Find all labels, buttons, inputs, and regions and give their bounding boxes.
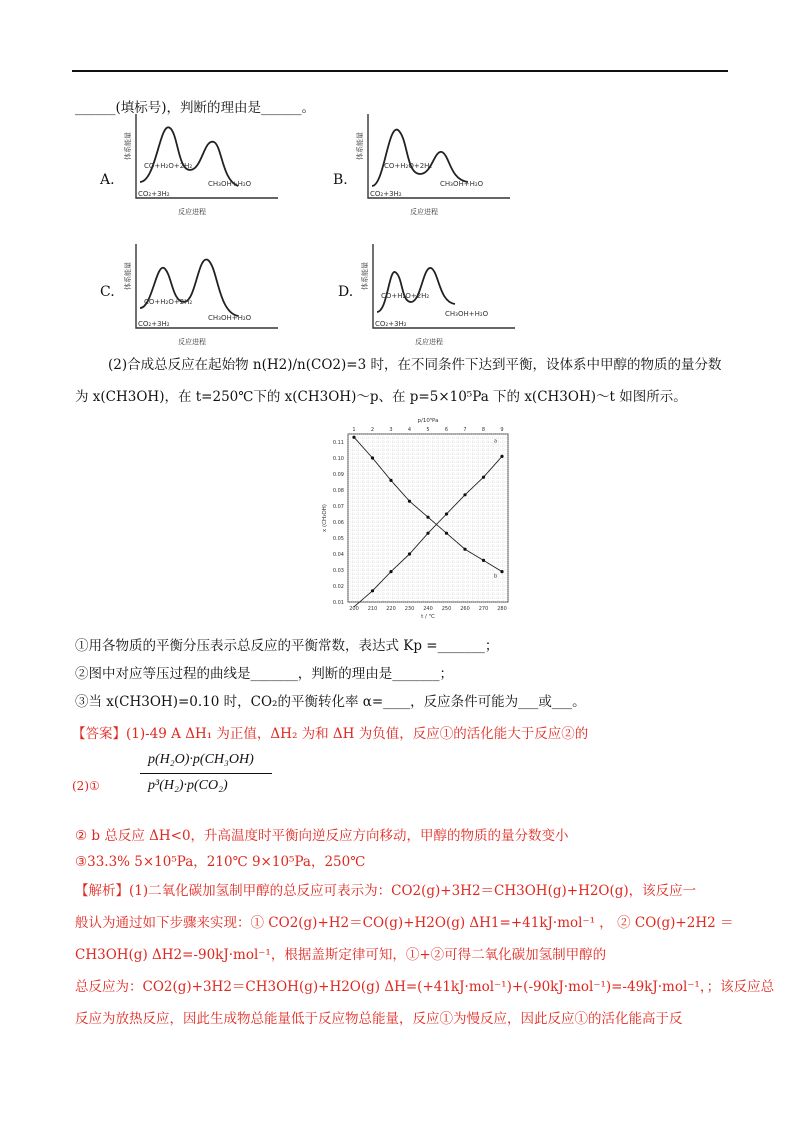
data-point-a: [463, 493, 466, 496]
series-label-a: a: [494, 438, 498, 445]
data-point-a: [426, 532, 429, 535]
y-tick-label: 0.10: [332, 456, 344, 462]
energy-curve: [140, 127, 238, 186]
blank: ______: [75, 100, 116, 116]
question-3-or: 或: [538, 694, 552, 710]
top-tick-label: 9: [500, 427, 504, 433]
option-letter-4[interactable]: D.: [338, 284, 354, 300]
answer-text-1: (1)-49 A ΔH₁ 为正值，ΔH₂ 为和 ΔH 为负值，反应①的活化能大于反应②的: [126, 726, 589, 742]
species-label-products: CH₃OH+H₂O: [445, 310, 489, 318]
species-label-products: CH₃OH+H₂O: [208, 180, 252, 188]
x-axis-label: 反应进程: [410, 208, 438, 216]
species-label-intermediate: CO+H₂O+2H₂: [144, 298, 193, 306]
top-tick-label: 1: [352, 427, 356, 433]
data-point-a: [371, 589, 374, 592]
option-letter-2[interactable]: B.: [333, 172, 348, 188]
species-label-reactants: CO₂+3H₂: [370, 190, 402, 198]
top-tick-label: 6: [444, 427, 449, 433]
x-axis-label: 反应进程: [415, 338, 443, 346]
question-3-mid: ，反应条件可能为: [410, 694, 519, 710]
analysis-line-3: CH3OH(g) ΔH2=-90kJ·mol⁻¹，根据盖斯定律可知，①+②可得二氧化碳加氢制甲醇的: [75, 947, 607, 963]
x-axis-label: 反应进程: [178, 208, 206, 216]
kp-denominator: p³(H₂)·p(CO₂): [148, 778, 228, 793]
equilibrium-chart: [308, 410, 518, 620]
data-point-b: [445, 532, 448, 535]
answer-label: 【答案】: [72, 726, 126, 742]
y-tick-label: 0.09: [332, 472, 344, 478]
analysis-line-5: 反应为放热反应，因此生成物总能量低于反应物总能量，反应①为慢反应，因此反应①的活化能高于反: [75, 1011, 683, 1027]
part2-line2: 为 x(CH3OH)，在 t=250℃下的 x(CH3OH)～p、在 p=5×10⁵Pa 下的 x(CH3OH)～t 如图所示。: [75, 389, 687, 405]
top-tick-label: 5: [426, 427, 430, 433]
x-tick-label: 270: [478, 606, 489, 612]
answer-line-1: [72, 724, 588, 744]
data-point-b: [408, 500, 411, 503]
species-label-reactants: CO₂+3H₂: [138, 190, 170, 198]
data-point-b: [352, 436, 355, 439]
answer-line-3: ② b 总反应 ΔH<0，升高温度时平衡向逆反应方向移动，甲醇的物质的量分数变小: [75, 828, 569, 844]
option-letter-3[interactable]: C.: [100, 284, 115, 300]
axes: [373, 244, 515, 328]
question-2: [75, 664, 453, 684]
punctuation: 。: [301, 100, 316, 116]
x-tick-label: 220: [386, 606, 396, 612]
data-point-b: [426, 516, 429, 519]
top-tick-label: 2: [370, 427, 375, 433]
blank: ___: [518, 694, 539, 710]
data-point-a: [500, 455, 503, 458]
x-tick-label: 230: [404, 606, 415, 612]
intro-text: (填标号)，判断的理由是: [115, 100, 262, 116]
top-tick-label: 7: [463, 427, 467, 433]
question-2-text: ②图中对应等压过程的曲线是: [75, 666, 251, 682]
species-label-intermediate: CO+H₂O+2H₂: [381, 292, 430, 300]
blank: ____: [383, 694, 411, 710]
y-tick-label: 0.05: [332, 536, 344, 542]
energy-diagram-option-4: [355, 240, 525, 355]
analysis-line-2: 般认为通过如下步骤来实现：① CO2(g)+H2＝CO(g)+H2O(g) ΔH1=+41kJ·mol⁻¹ ， ② CO(g)+2H2 ＝: [75, 915, 734, 931]
top-axis-label: p/10⁵Pa: [417, 418, 439, 424]
alpha-symbol: α=: [362, 694, 384, 710]
y-tick-label: 0.06: [332, 520, 344, 526]
blank: _______: [392, 666, 440, 682]
y-axis-label: 体系能量: [361, 262, 369, 290]
x-tick-label: 280: [497, 606, 507, 612]
analysis-text: (1)二氧化碳加氢制甲醇的总反应可表示为：CO2(g)+3H2＝CH3OH(g)+H2O(g)，该反应一: [129, 883, 697, 899]
part2-line1: (2)合成总反应在起始物 n(H2)/n(CO2)=3 时，在不同条件下达到平衡，设体系中甲醇的物质的量分数: [108, 357, 722, 373]
species-label-intermediate: CO+H₂O+2H₂: [144, 162, 193, 170]
species-label-products: CH₃OH+H₂O: [208, 314, 252, 322]
x-tick-label: 240: [423, 606, 433, 612]
axes: [136, 114, 278, 198]
x-tick-label: 200: [349, 606, 359, 612]
data-point-b: [371, 456, 374, 459]
data-point-b: [500, 570, 503, 573]
fraction-bar: [140, 773, 272, 774]
punctuation: ；: [484, 638, 499, 654]
y-tick-label: 0.01: [332, 600, 344, 606]
analysis-line-1: [75, 881, 696, 901]
axes: [136, 244, 278, 328]
y-tick-label: 0.03: [332, 568, 344, 574]
punctuation: 。: [572, 694, 586, 710]
species-label-products: CH₃OH+H₂O: [440, 180, 484, 188]
species-label-intermediate: CO+H₂O+2H₂: [384, 162, 433, 170]
kp-numerator: p(H₂O)·p(CH₃OH): [148, 752, 254, 767]
y-tick-label: 0.11: [332, 440, 344, 446]
y-axis-label: 体系能量: [124, 262, 132, 290]
y-axis-label: 体系能量: [356, 132, 364, 160]
question-3: [75, 692, 586, 712]
question-2-mid: ，判断的理由是: [297, 666, 393, 682]
energy-diagram-option-2: [350, 110, 520, 225]
data-point-a: [445, 512, 448, 515]
y-tick-label: 0.02: [332, 584, 344, 590]
option-letter-1[interactable]: A.: [100, 172, 115, 188]
energy-curve: [372, 130, 468, 186]
blank: ______: [261, 100, 302, 116]
y-tick-label: 0.04: [332, 552, 344, 558]
top-tick-label: 8: [481, 427, 486, 433]
data-point-a: [482, 476, 485, 479]
header-rule: [72, 70, 728, 72]
kp-prefix: (2)①: [72, 779, 100, 793]
y-tick-label: 0.07: [332, 504, 344, 510]
x-tick-label: 210: [367, 606, 378, 612]
x-axis-label: t / ℃: [421, 614, 435, 620]
x-tick-label: 260: [460, 606, 470, 612]
data-point-b: [482, 559, 485, 562]
series-label-b: b: [494, 573, 498, 580]
energy-curve: [140, 259, 238, 316]
x-axis-label: 反应进程: [178, 338, 206, 346]
blank: ___: [551, 694, 573, 710]
data-point-b: [463, 548, 466, 551]
x-tick-label: 250: [441, 606, 452, 612]
blank: _______: [437, 638, 485, 654]
energy-diagram-option-3: [118, 240, 288, 355]
y-axis-label: 体系能量: [124, 132, 132, 160]
question-3-text: ③当 x(CH3OH)=0.10 时，CO₂的平衡转化率: [75, 694, 363, 710]
punctuation: ；: [439, 666, 453, 682]
analysis-line-4: 总反应为：CO2(g)+3H2＝CH3OH(g)+H2O(g) ΔH=(+41kJ·mol⁻¹)+(-90kJ·mol⁻¹)=-49kJ·mol⁻¹，；该反应总: [75, 979, 775, 995]
energy-curve: [377, 268, 455, 312]
data-point-a: [408, 552, 411, 555]
energy-diagram-option-1: [118, 110, 288, 225]
species-label-reactants: CO₂+3H₂: [138, 320, 170, 328]
analysis-label: 【解析】: [75, 883, 129, 899]
data-point-b: [389, 479, 392, 482]
data-point-a: [389, 570, 392, 573]
top-tick-label: 3: [389, 427, 393, 433]
answer-line-4: ③33.3% 5×10⁵Pa，210℃ 9×10⁵Pa，250℃: [75, 854, 366, 870]
axes: [368, 114, 510, 198]
question-1: [75, 636, 498, 656]
y-tick-label: 0.08: [332, 488, 344, 494]
blank: _______: [250, 666, 298, 682]
species-label-reactants: CO₂+3H₂: [375, 320, 407, 328]
question-1-text: ①用各物质的平衡分压表示总反应的平衡常数，表达式 Kp =: [75, 638, 438, 654]
y-axis-label: x (CH₃OH): [322, 504, 328, 532]
top-tick-label: 4: [407, 427, 412, 433]
